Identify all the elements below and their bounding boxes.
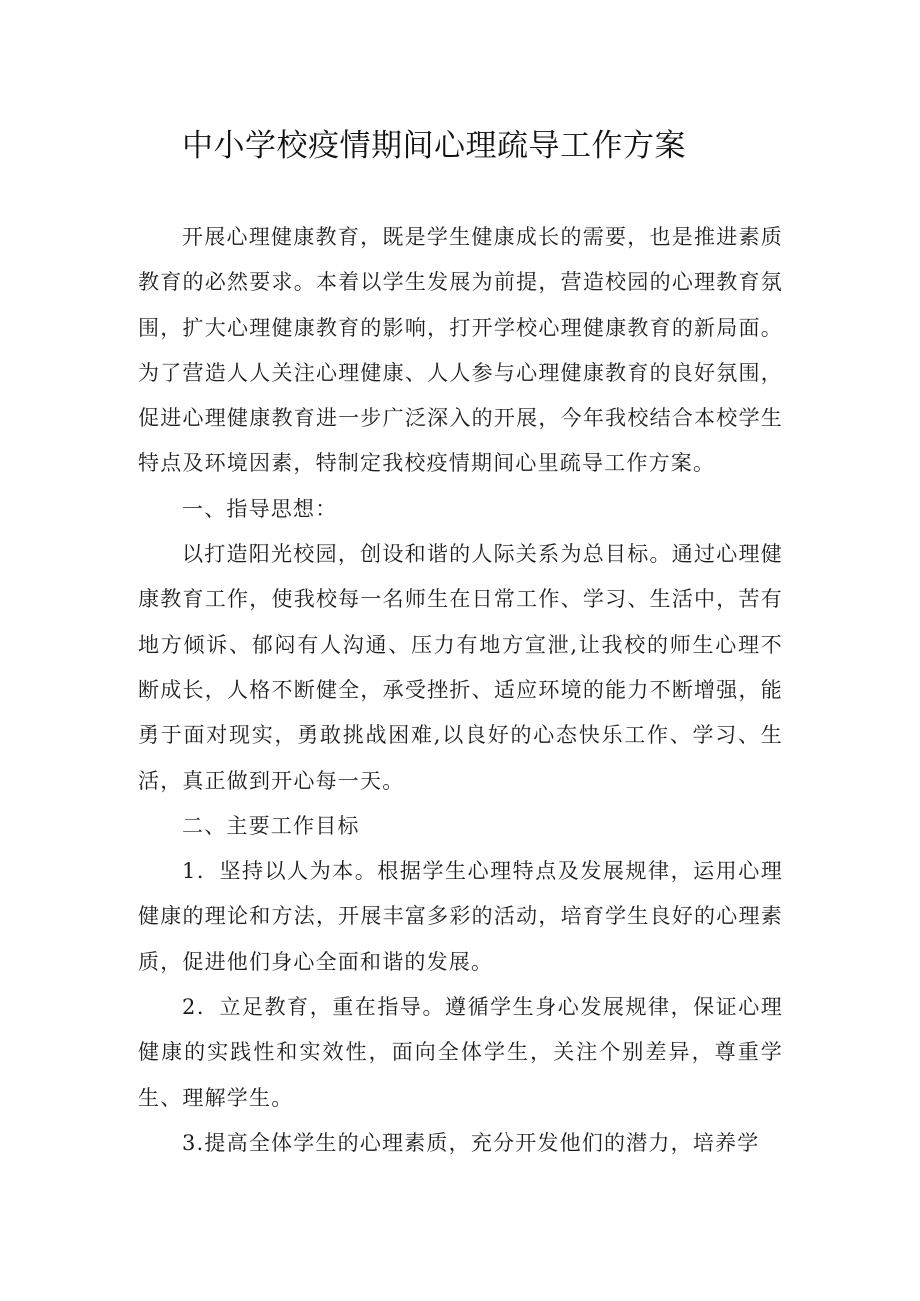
guiding-ideology-paragraph: 以打造阳光校园，创设和谐的人际关系为总目标。通过心理健康教育工作，使我校每一名师生在日常工作、学习、生活中，苦有地方倾诉、郁闷有人沟通、压力有地方宣泄,让我校的师生心理不断成长，人格不断健全，承受挫折、适应环境的能力不断增强，能勇于面对现实，勇敢挑战困难,以良好的心态快乐工作、学习、生活，真正做到开心每一天。 — [138, 542, 783, 793]
goal-item-3: 3.提高全体学生的心理素质，充分开发他们的潜力，培养学 — [182, 1130, 760, 1155]
goal-item-2: 2．立足教育，重在指导。遵循学生身心发展规律，保证心理健康的实践性和实效性，面向全体学生，关注个别差异，尊重学生、理解学生。 — [138, 995, 783, 1110]
intro-paragraph: 开展心理健康教育，既是学生健康成长的需要，也是推进素质教育的必然要求。本着以学生发展为前提，营造校园的心理教育氛围，扩大心理健康教育的影响，打开学校心理健康教育的新局面。为了营造人人关注心理健康、人人参与心理健康教育的良好氛围，促进心理健康教育进一步广泛深入的开展，今年我校结合本校学生特点及环境因素，特制定我校疫情期间心里疏导工作方案。 — [138, 225, 783, 476]
goal-item-1: 1．坚持以人为本。根据学生心理特点及发展规律，运用心理健康的理论和方法，开展丰富多彩的活动，培育学生良好的心理素质，促进他们身心全面和谐的发展。 — [138, 859, 783, 974]
document-body — [138, 215, 783, 1166]
section-heading-guiding-ideology: 一、指导思想： — [182, 496, 338, 521]
section-heading-main-goals: 二、主要工作目标 — [182, 813, 360, 838]
document-title: 中小学校疫情期间心理疏导工作方案 — [182, 128, 686, 164]
